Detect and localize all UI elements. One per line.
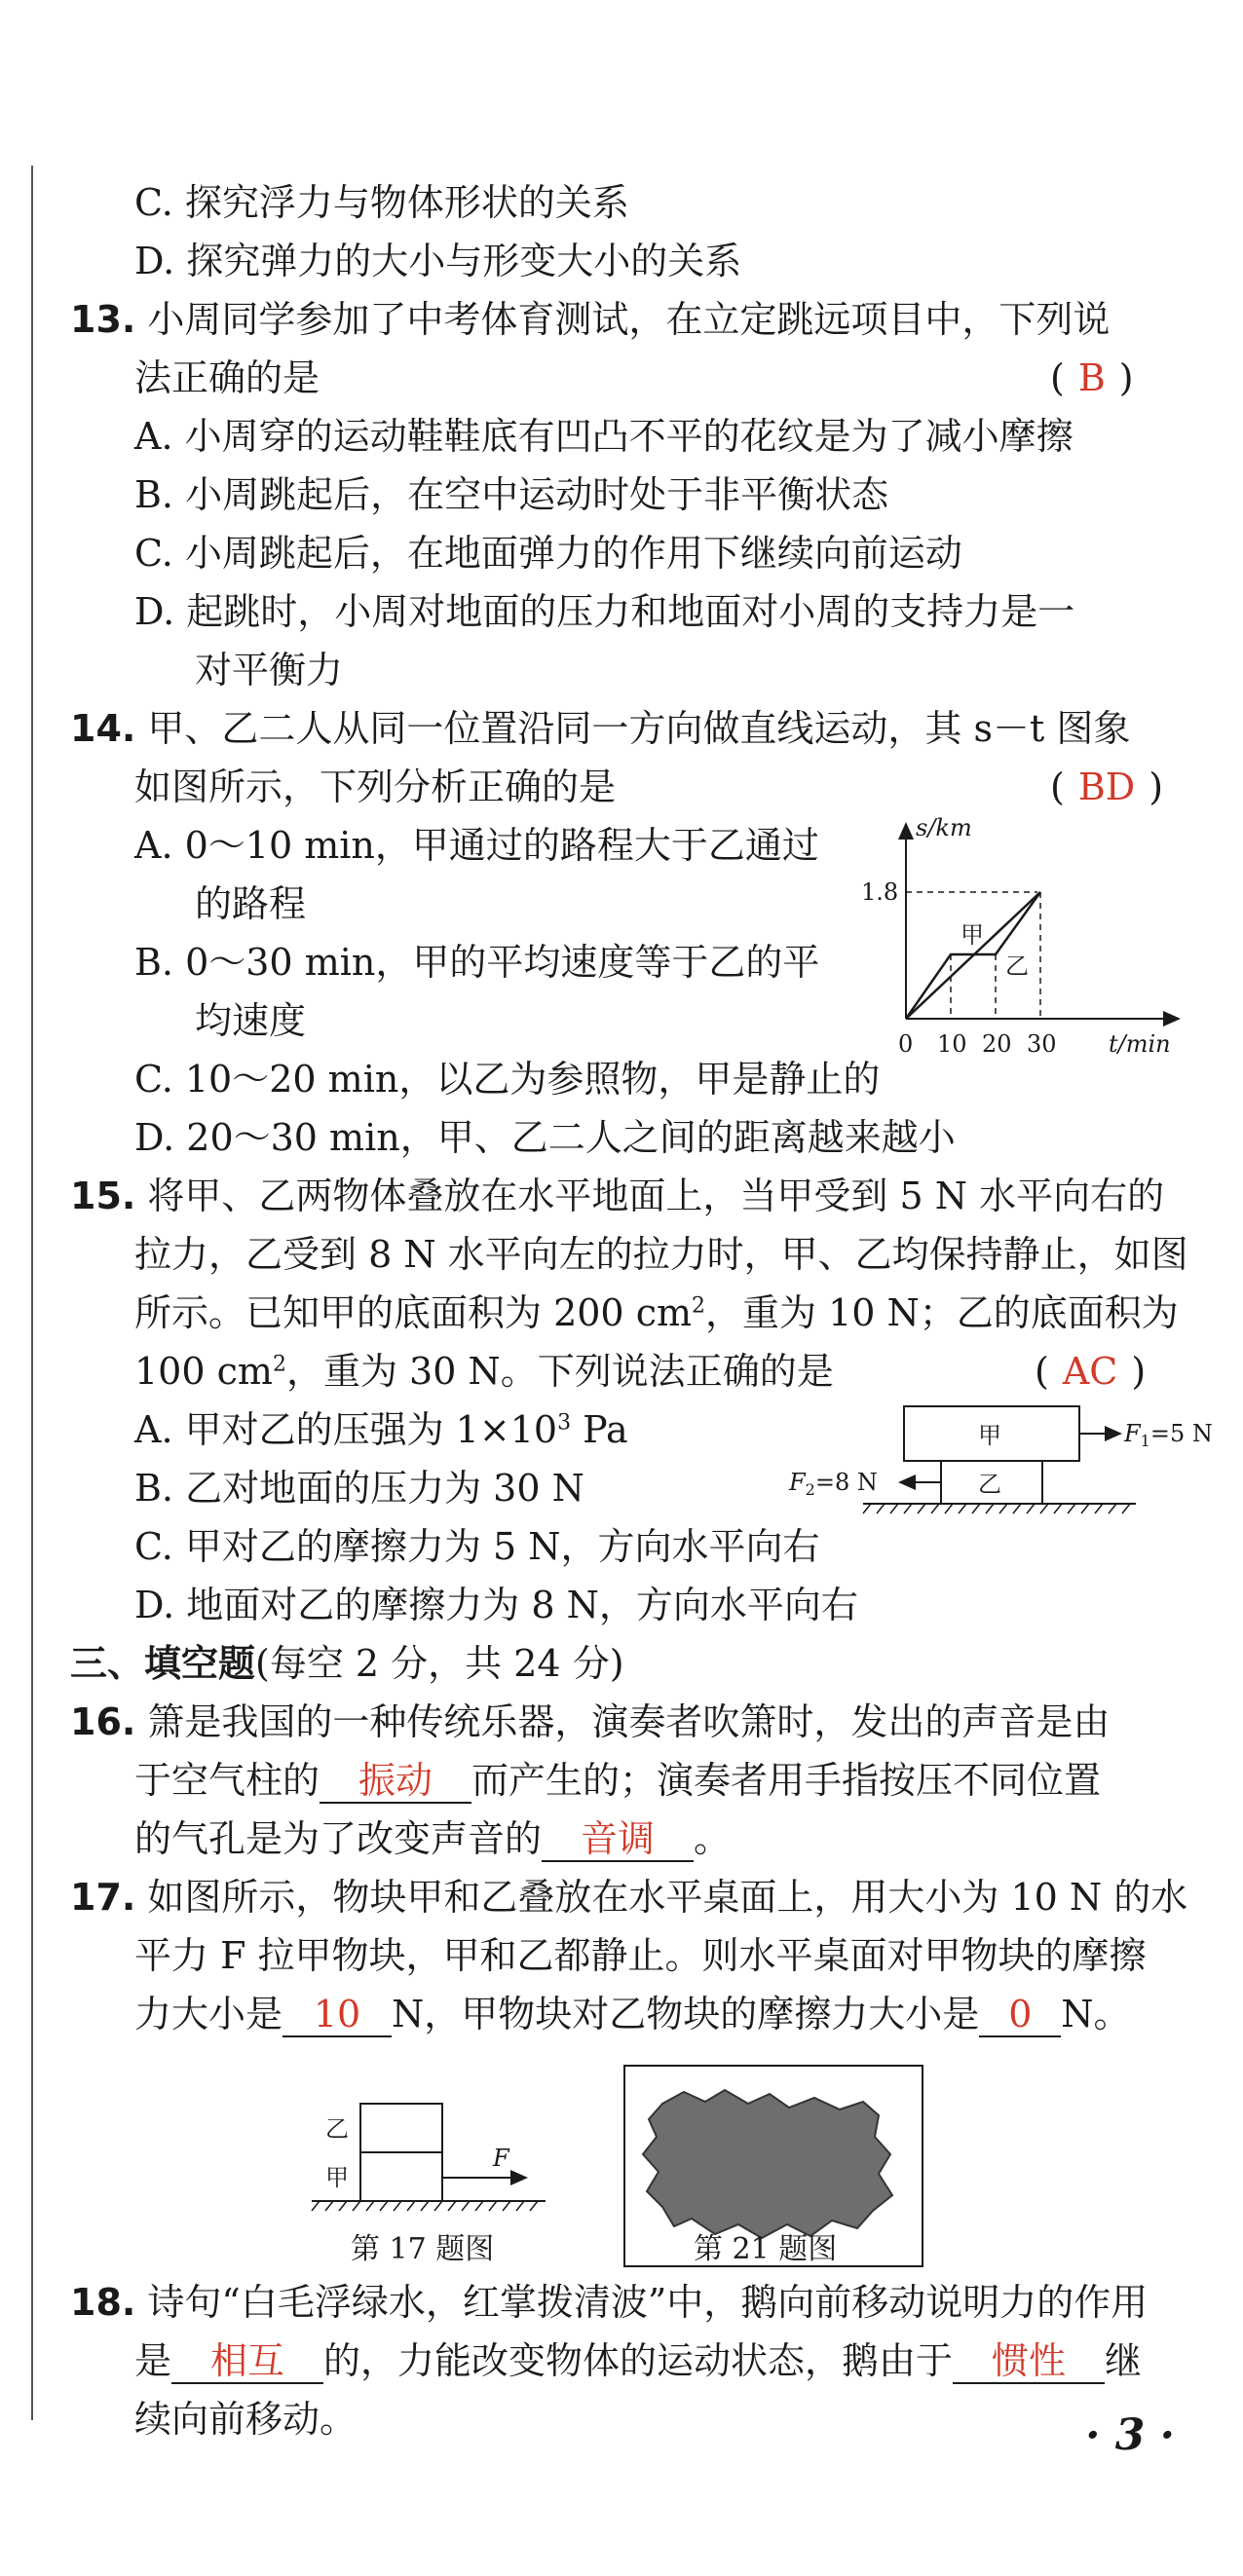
q13-stem-line2: 法正确的是 xyxy=(134,356,320,399)
page-number: · 3 · xyxy=(1085,2410,1175,2460)
q14-option-b-line1: B. 0～30 min，甲的平均速度等于乙的平 xyxy=(134,941,820,984)
q14-graph-ylabel: s/km xyxy=(916,814,972,841)
q17-line3: 力大小是 10 N，甲物块对乙物块的摩擦力大小是 0 N。 xyxy=(134,1993,1131,2035)
q16-line2: 于空气柱的 振动 而产生的；演奏者用手指按压不同位置 xyxy=(134,1759,1102,1802)
q13-number: 13. xyxy=(70,298,136,341)
q13-answer: ( B ) xyxy=(1050,356,1134,399)
q15-number: 15. xyxy=(70,1175,136,1217)
q15-label-yi: 乙 xyxy=(978,1471,1001,1498)
q15-stem-line3: 所示。已知甲的底面积为 200 $cm^2$，重为 10 N；乙的底面积为 xyxy=(134,1291,1179,1334)
q14-option-c: C. 10～20 min，以乙为参照物，甲是静止的 xyxy=(134,1058,881,1101)
q14-st-graph xyxy=(857,814,1179,1062)
q16-line3: 的气孔是为了改变声音的 音调 。 xyxy=(134,1817,732,1860)
q14-graph-label-jia: 甲 xyxy=(960,921,984,949)
q13-stem-line1: 13. 小周同学参加了中考体育测试，在立定跳远项目中，下列说 xyxy=(70,298,1111,341)
q14-graph-xtick-10: 10 xyxy=(937,1030,967,1058)
q17-blank-2[interactable]: 0 xyxy=(979,1993,1061,2037)
q17-block-yi xyxy=(360,2104,442,2152)
q14-graph-xlabel: t/min xyxy=(1109,1030,1171,1058)
q18-line3: 续向前移动。 xyxy=(134,2398,358,2441)
q14-graph-ytick: 1.8 xyxy=(861,878,899,906)
q16-line1: 16. 箫是我国的一种传统乐器，演奏者吹箫时，发出的声音是由 xyxy=(70,1700,1111,1743)
q15-stem-line4: 100 $cm^2$，重为 30 N。下列说法正确的是 xyxy=(134,1350,834,1393)
q18-blank-1[interactable]: 相互 xyxy=(171,2339,323,2384)
q17-force-figure xyxy=(312,2094,565,2221)
q14-stem-line2: 如图所示，下列分析正确的是 xyxy=(134,765,617,808)
q14-graph-xtick-30: 30 xyxy=(1027,1030,1057,1058)
q14-graph-origin: 0 xyxy=(898,1030,914,1058)
q21-irregular-shape xyxy=(643,2090,892,2238)
q18-line2: 是 相互 的，力能改变物体的运动状态，鹅由于 惯性 继 xyxy=(134,2339,1143,2382)
q15-stem-line2: 拉力，乙受到 8 N 水平向左的拉力时，甲、乙均保持静止，如图 xyxy=(134,1233,1188,1276)
q14-answer: ( BD ) xyxy=(1050,765,1164,808)
q14-option-d: D. 20～30 min，甲、乙二人之间的距离越来越小 xyxy=(134,1116,956,1159)
q17-label-f: F xyxy=(493,2145,509,2172)
q17-number: 17. xyxy=(70,1876,136,1919)
q15-option-a: A. 甲对乙的压强为 $1\times 10^3$ Pa xyxy=(134,1408,628,1451)
q18-blank-2[interactable]: 惯性 xyxy=(953,2339,1105,2384)
q15-option-b: B. 乙对地面的压力为 30 N xyxy=(134,1467,584,1510)
q15-answer: ( AC ) xyxy=(1035,1350,1147,1393)
q17-line2: 平力 F 拉甲物块，甲和乙都静止。则水平桌面对甲物块的摩擦 xyxy=(134,1934,1147,1977)
q15-label-jia: 甲 xyxy=(978,1422,1001,1449)
q15-label-f1: $F_1=5$ N xyxy=(1124,1420,1213,1450)
q17-label-yi: 乙 xyxy=(325,2115,349,2143)
q13-option-d-line1: D. 起跳时，小周对地面的压力和地面对小周的支持力是一 xyxy=(134,590,1075,633)
q15-option-d: D. 地面对乙的摩擦力为 8 N，方向水平向右 xyxy=(134,1584,858,1626)
q18-line1: 18. 诗句“白毛浮绿水，红掌拨清波”中，鹅向前移动说明力的作用 xyxy=(70,2281,1149,2324)
q14-option-a-line2: 的路程 xyxy=(195,882,307,925)
q21-figure-caption: 第 21 题图 xyxy=(694,2232,838,2266)
q17-label-jia: 甲 xyxy=(325,2164,349,2191)
q17-figure-caption: 第 17 题图 xyxy=(351,2232,495,2266)
q16-blank-1[interactable]: 振动 xyxy=(320,1759,471,1804)
q17-line1: 17. 如图所示，物块甲和乙叠放在水平桌面上，用大小为 10 N 的水 xyxy=(70,1876,1188,1919)
q13-option-b: B. 小周跳起后，在空中运动时处于非平衡状态 xyxy=(134,473,889,516)
q17-blank-1[interactable]: 10 xyxy=(282,1993,392,2037)
q14-number: 14. xyxy=(70,707,136,750)
q14-option-a-line1: A. 0～10 min，甲通过的路程大于乙通过 xyxy=(134,824,819,867)
q15-stem-line1: 15. 将甲、乙两物体叠放在水平地面上，当甲受到 5 N 水平向右的 xyxy=(70,1175,1165,1217)
q14-option-b-line2: 均速度 xyxy=(195,999,307,1042)
q13-option-a: A. 小周穿的运动鞋鞋底有凹凸不平的花纹是为了减小摩擦 xyxy=(134,415,1074,458)
q12-option-d: D. 探究弹力的大小与形变大小的关系 xyxy=(134,240,742,282)
q17-block-jia xyxy=(360,2152,442,2201)
q15-force-figure xyxy=(789,1402,1213,1519)
q14-graph-xtick-20: 20 xyxy=(982,1030,1012,1058)
q15-option-c: C. 甲对乙的摩擦力为 5 N，方向水平向右 xyxy=(134,1525,820,1568)
q18-number: 18. xyxy=(70,2281,136,2324)
left-margin-rule xyxy=(31,166,33,2420)
q13-option-d-line2: 对平衡力 xyxy=(195,649,344,691)
section3-heading: 三、填空题(每空 2 分，共 24 分) xyxy=(70,1642,624,1685)
q14-graph-label-yi: 乙 xyxy=(1005,952,1029,980)
q13-option-c: C. 小周跳起后，在地面弹力的作用下继续向前运动 xyxy=(134,532,962,575)
q17-ground-hatch xyxy=(312,2201,538,2211)
q15-label-f2: $F_2=8$ N xyxy=(789,1469,878,1499)
q12-option-c: C. 探究浮力与物体形状的关系 xyxy=(134,181,629,224)
q15-ground-hatch xyxy=(863,1504,1130,1513)
q16-number: 16. xyxy=(70,1700,136,1743)
q14-stem-line1: 14. 甲、乙二人从同一位置沿同一方向做直线运动，其 s－t 图象 xyxy=(70,707,1131,750)
q16-blank-2[interactable]: 音调 xyxy=(542,1817,694,1862)
